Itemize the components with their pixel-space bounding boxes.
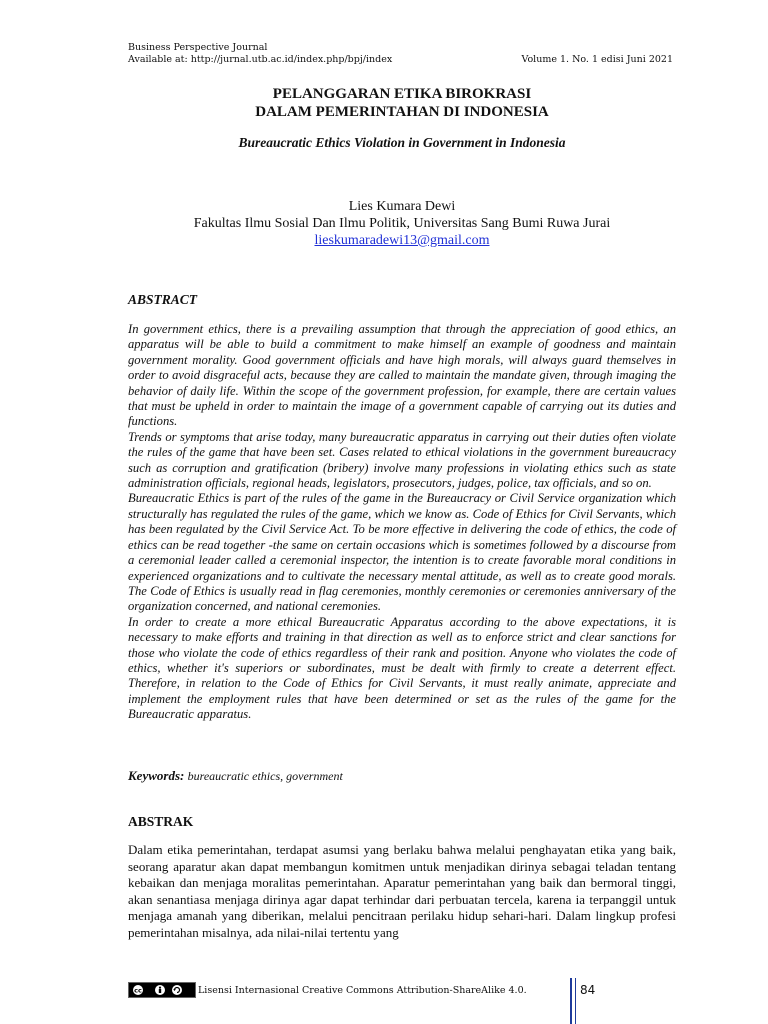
- abstrak-heading: ABSTRAK: [128, 814, 194, 829]
- paper-title: [128, 85, 676, 121]
- title-line-2: DALAM PEMERINTAHAN DI INDONESIA: [255, 104, 549, 120]
- sharealike-icon: [170, 984, 184, 996]
- keywords-label: Keywords:: [128, 768, 185, 783]
- abstract-paragraph: Bureaucratic Ethics is part of the rules of the game in the Bureaucracy or Civil Service organization which structurally has regulated the rules of the game, which we know as. Code of Ethics for Civil Servants, which has been regulated by the Civil Service Act. To be more effective in delivering the code of ethics, the code of ethics can be read together -the same on certain occasions which is sometimes followed by a discourse from a ceremonial leader called a ceremonial inspector, the intention is to create favorable moral conditions in experienced organizations and to cultivate the necessary mental attitude, as well as to create good morals. The Code of Ethics is usually read in flag ceremonies, monthly ceremonies or ceremonies anniversary of the organization concerned, and national ceremonies.: [128, 491, 676, 614]
- abstrak-body: [128, 842, 676, 942]
- title-line-1: PELANGGARAN ETIKA BIROKRASI: [272, 86, 532, 102]
- page-number-rule: [575, 978, 576, 1024]
- volume-info: Volume 1. No. 1 edisi Juni 2021: [521, 54, 673, 65]
- svg-text:cc: cc: [134, 986, 142, 995]
- page-number: 84: [580, 983, 596, 997]
- page-number-rule: [570, 978, 572, 1024]
- abstract-heading: ABSTRACT: [128, 292, 198, 307]
- journal-name: Business Perspective Journal: [128, 42, 268, 53]
- author-email-link[interactable]: lieskumaradewi13@gmail.com: [314, 233, 490, 248]
- keywords-text: bureaucratic ethics, government: [187, 769, 343, 783]
- abstract-body: [128, 322, 676, 723]
- english-title: Bureaucratic Ethics Violation in Government in Indonesia: [238, 135, 566, 150]
- abstract-paragraph: In government ethics, there is a prevailing assumption that through the appreciation of good ethics, an apparatus will be able to build a commitment to make himself an example of goodness and maintain government morality. Good government officials and have high morals, will always guard themselves in order to avoid disgraceful acts, because they are called to maintain the mandate given, through imaging the behavior of daily life. Within the scope of the government profession, for example, there are certain values that must be upheld in order to maintain the image of a government capable of carrying out its duties and functions.: [128, 322, 676, 429]
- abstract-paragraph: In order to create a more ethical Bureaucratic Apparatus according to the above expectations, it is necessary to make efforts and training in that direction as well as to enforce strict and clear sanctions for those who violate the code of ethics regardless of their rank and position. Anyone who violates the code of ethics, whether it's superiors or subordinates, must be dealt with firmly to create a deterrent effect. Therefore, in relation to the Code of Ethics for Civil Servants, it must really animate, appreciate and implement the employment rules that have been determined or set as the rules of the game for the Bureaucratic apparatus.: [128, 614, 676, 722]
- cc-icon: [132, 984, 150, 996]
- abstract-paragraph: Trends or symptoms that arise today, many bureaucratic apparatus in carrying out their duties often violate the rules of the game that have been set. Cases related to ethical violations in the government bureaucracy such as corruption and gratification (bribery) involve many professions in violating ethics such as state administration officials, regional heads, legislators, prosecutors, judges, police, tax officials, and so on.: [128, 429, 676, 491]
- license-footer: [128, 982, 527, 998]
- attribution-icon: [153, 984, 167, 996]
- keywords: [128, 768, 343, 784]
- author-name: Lies Kumara Dewi: [348, 199, 456, 214]
- abstrak-paragraph: Dalam etika pemerintahan, terdapat asumsi yang berlaku bahwa melalui penghayatan etika yang baik, seorang aparatur akan dapat membangun komitmen untuk menjadikan dirinya sebagai teladan tentang kebaikan dan menjaga moralitas pemerintahan. Aparatur pemerintahan yang baik dan bermoral tinggi, akan senantiasa menjaga dirinya agar dapat terhindar dari perbuatan tercela, karena ia terpanggil untuk menjaga amanah yang diberikan, melalui pencitraan perilaku hidup sehari-hari. Dalam lingkup profesi pemerintahan misalnya, ada nilai-nilai tertentu yang: [128, 842, 676, 940]
- cc-by-sa-icon[interactable]: [128, 982, 196, 998]
- author-affiliation: Fakultas Ilmu Sosial Dan Ilmu Politik, Universitas Sang Bumi Ruwa Jurai: [193, 216, 611, 231]
- journal-url[interactable]: Available at: http://jurnal.utb.ac.id/index.php/bpj/index: [128, 54, 393, 65]
- license-text: Lisensi Internasional Creative Commons Attribution-ShareAlike 4.0.: [198, 984, 527, 996]
- author-block: [128, 198, 676, 249]
- journal-header: [128, 42, 392, 66]
